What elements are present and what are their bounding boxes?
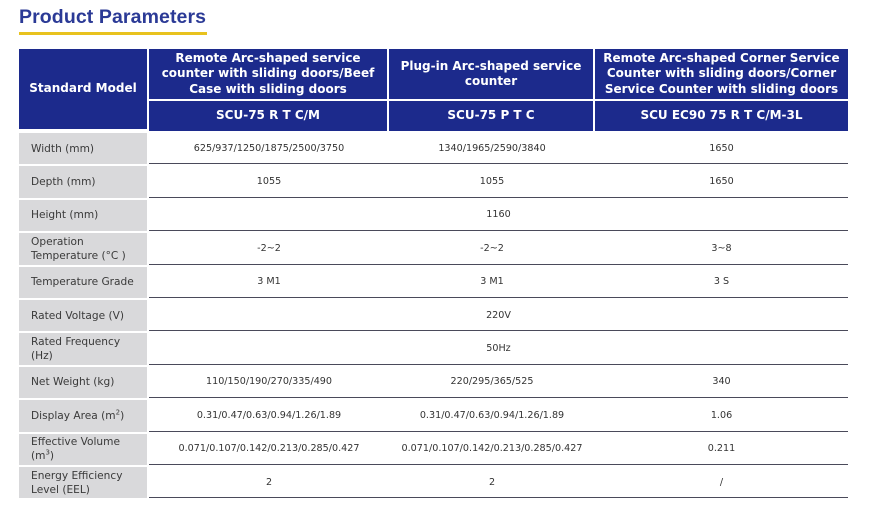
cell-value: 0.31/0.47/0.63/0.94/1.26/1.89	[389, 398, 595, 431]
cell-value: -2~2	[149, 231, 389, 264]
row-label	[19, 398, 149, 431]
cell-value: 2	[389, 465, 595, 498]
cell-value: 1055	[389, 164, 595, 197]
table-row	[19, 365, 848, 398]
row-label: Operation Temperature (°C )	[19, 231, 149, 264]
row-label: Height (mm)	[19, 198, 149, 231]
row-label: Rated Frequency (Hz)	[19, 331, 149, 364]
cell-value: 0.31/0.47/0.63/0.94/1.26/1.89	[149, 398, 389, 431]
cell-value: 1650	[595, 164, 848, 197]
standard-model-header: Standard Model	[19, 49, 149, 131]
cell-value: /	[595, 465, 848, 498]
cell-value: 1650	[595, 131, 848, 164]
cell-value: 0.071/0.107/0.142/0.213/0.285/0.427	[389, 432, 595, 465]
cell-value: 1.06	[595, 398, 848, 431]
cell-value: 0.071/0.107/0.142/0.213/0.285/0.427	[149, 432, 389, 465]
table-row	[19, 331, 848, 364]
row-label: Rated Voltage (V)	[19, 298, 149, 331]
cell-value: 0.211	[595, 432, 848, 465]
row-label-text: Display Area (m	[31, 409, 116, 422]
cell-value: 625/937/1250/1875/2500/3750	[149, 131, 389, 164]
row-label: Depth (mm)	[19, 164, 149, 197]
title-underline	[19, 32, 207, 35]
table-row	[19, 465, 848, 498]
superscript: 2	[115, 408, 121, 417]
cell-value: 2	[149, 465, 389, 498]
row-label-end: )	[49, 450, 55, 463]
superscript: 3	[45, 448, 50, 457]
column-model: SCU EC90 75 R T C/M-3L	[595, 101, 848, 131]
cell-value: 340	[595, 365, 848, 398]
cell-value: 220V	[149, 298, 848, 331]
row-label: Energy Efficiency Level (EEL)	[19, 465, 149, 498]
row-label-end: )	[120, 409, 125, 422]
page-title: Product Parameters	[19, 6, 207, 28]
row-label: Temperature Grade	[19, 265, 149, 298]
column-description: Remote Arc-shaped service counter with sliding doors/Beef Case with sliding doors	[149, 49, 389, 101]
cell-value: 220/295/365/525	[389, 365, 595, 398]
row-label: Width (mm)	[19, 131, 149, 164]
row-label: Net Weight (kg)	[19, 365, 149, 398]
table-row	[19, 131, 848, 164]
column-description: Remote Arc-shaped Corner Service Counter with sliding doors/Corner Service Counter with sliding doors	[595, 49, 848, 101]
cell-value: 110/150/190/270/335/490	[149, 365, 389, 398]
table-row	[19, 432, 848, 465]
table-row	[19, 198, 848, 231]
table-row	[19, 398, 848, 431]
column-description: Plug-in Arc-shaped service counter	[389, 49, 595, 101]
table-row	[19, 231, 848, 264]
row-label	[19, 432, 149, 465]
cell-value: 50Hz	[149, 331, 848, 364]
cell-value: 3 S	[595, 265, 848, 298]
column-model: SCU-75 R T C/M	[149, 101, 389, 131]
cell-value: 3 M1	[389, 265, 595, 298]
row-label-text: Effective Volume (m	[31, 436, 120, 463]
cell-value: -2~2	[389, 231, 595, 264]
column-model: SCU-75 P T C	[389, 101, 595, 131]
cell-value: 1160	[149, 198, 848, 231]
table-row	[19, 265, 848, 298]
cell-value: 3~8	[595, 231, 848, 264]
cell-value: 1055	[149, 164, 389, 197]
table-row	[19, 164, 848, 197]
cell-value: 1340/1965/2590/3840	[389, 131, 595, 164]
table-row	[19, 298, 848, 331]
cell-value: 3 M1	[149, 265, 389, 298]
product-parameters-table	[19, 49, 848, 498]
